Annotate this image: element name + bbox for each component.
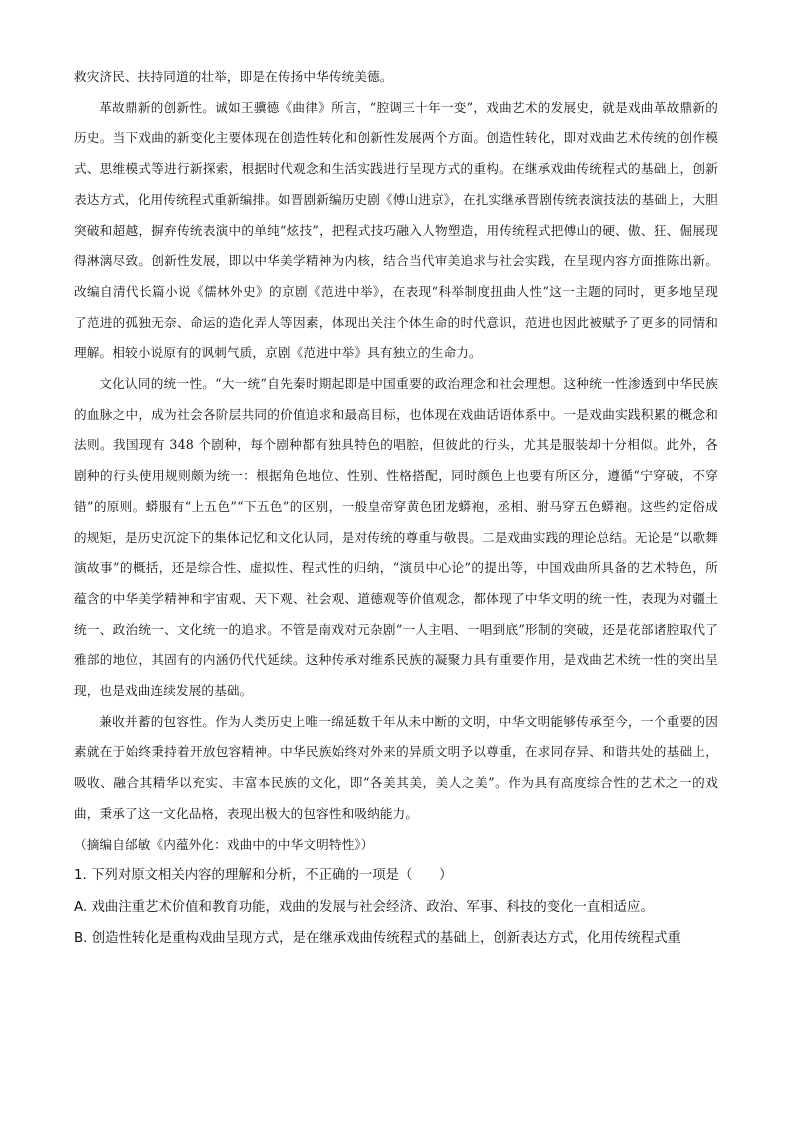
passage-paragraph-4: 兼收并蓄的包容性。作为人类历史上唯一绵延数千年从未中断的文明，中华文明能够传承至今，一个重要的因素就在于始终秉持着开放包容精神。中华民族始终对外来的异质文明予以尊重，在求同存异、和谐共处的基础上，吸收、融合其精华以充实、丰富本民族的文化，即“各美其美，美人之美”。作为具有高度综合性的艺术之一的戏曲，秉承了这一文化品格，表现出极大的包容性和吸纳能力。 bbox=[74, 713, 718, 821]
question-1-stem: 1. 下列对原文相关内容的理解和分析，不正确的一项是（ ） bbox=[74, 868, 453, 884]
passage-paragraph-2: 革故鼎新的创新性。诚如王骥德《曲律》所言，“腔调三十年一变”，戏曲艺术的发展史，就是戏曲革故鼎新的历史。当下戏曲的新变化主要体现在创造性转化和创新性发展两个方面。创造性转化，即对戏曲艺术传统的创作模式、思维模式等进行新探索，根据时代观念和生活实践进行呈现方式的重构。在继承戏曲传统程式的基础上，创新表达方式，化用传统程式重新编排。如晋剧新编历史剧《傅山进京》，在扎实继承晋剧传统表演技法的基础上，大胆突破和超越，摒弃传统表演中的单纯“炫技”，把程式技巧融入人物塑造，用传统程式把傅山的硬、傲、狂、倔展现得淋漓尽致。创新性发展，即以中华美学精神为内核，结合当代审美追求与社会实践，在呈现内容方面推陈出新。改编自清代长篇小说《儒林外史》的京剧《范进中举》，在表现“科举制度扭曲人性”这一主题的同时，更多地呈现了范进的孤独无奈、命运的造化弄人等因素，体现出关注个体生命的时代意识，范进也因此被赋予了更多的同情和理解。相较小说原有的讽刺气质，京剧《范进中举》具有独立的生命力。 bbox=[74, 99, 718, 361]
passage-paragraph-3: 文化认同的统一性。“大一统”自先秦时期起即是中国重要的政治理念和社会理想。这种统一性渗透到中华民族的血脉之中，成为社会各阶层共同的价值追求和最高目标，也体现在戏曲话语体系中。一是戏曲实践积累的概念和法则。我国现有 348 个剧种，每个剧种都有独具特色的唱腔，但彼此的行头，尤其是服装却十分相似。此外，各剧种的行头使用规则颇为统一：根据角色地位、性别、性格搭配，同时颜色上也要有所区分，遵循“宁穿破，不穿错”的原则。蟒服有“上五色”“下五色”的区别，一般皇帝穿黄色团龙蟒袍，丞相、驸马穿五色蟒袍。这些约定俗成的规矩，是历史沉淀下的集体记忆和文化认同，是对传统的尊重与敬畏。二是戏曲实践的理论总结。无论是“以歌舞演故事”的概括，还是综合性、虚拟性、程式性的归纳，“演员中心论”的提出等，中国戏曲所具备的艺术特色，所蕴含的中华美学精神和宇宙观、天下观、社会观、道德观等价值观念，都体现了中华文明的统一性，表现为对疆土统一、政治统一、文化统一的追求。不管是南戏对元杂剧“一人主唱、一唱到底”形制的突破，还是花部诸腔取代了雅部的地位，其固有的内涵仍代代延续。这种传承对维系民族的凝聚力具有重要作用，是戏曲艺术统一性的突出呈现，也是戏曲连续发展的基础。 bbox=[74, 376, 718, 699]
question-1-option-b: B. 创造性转化是重构戏曲呈现方式，是在继承戏曲传统程式的基础上，创新表达方式，化用传统程式重 bbox=[74, 931, 681, 947]
question-section bbox=[74, 860, 718, 955]
question-1-option-a: A. 戏曲注重艺术价值和教育功能，戏曲的发展与社会经济、政治、军事、科技的变化一直相适应。 bbox=[74, 899, 654, 915]
reading-passage bbox=[74, 62, 718, 860]
passage-paragraph-1: 救灾济民、扶持同道的壮举，即是在传扬中华传统美德。 bbox=[74, 69, 393, 84]
passage-source-citation: （摘编自邰敏《内蕴外化：戏曲中的中华文明特性》） bbox=[74, 836, 374, 852]
